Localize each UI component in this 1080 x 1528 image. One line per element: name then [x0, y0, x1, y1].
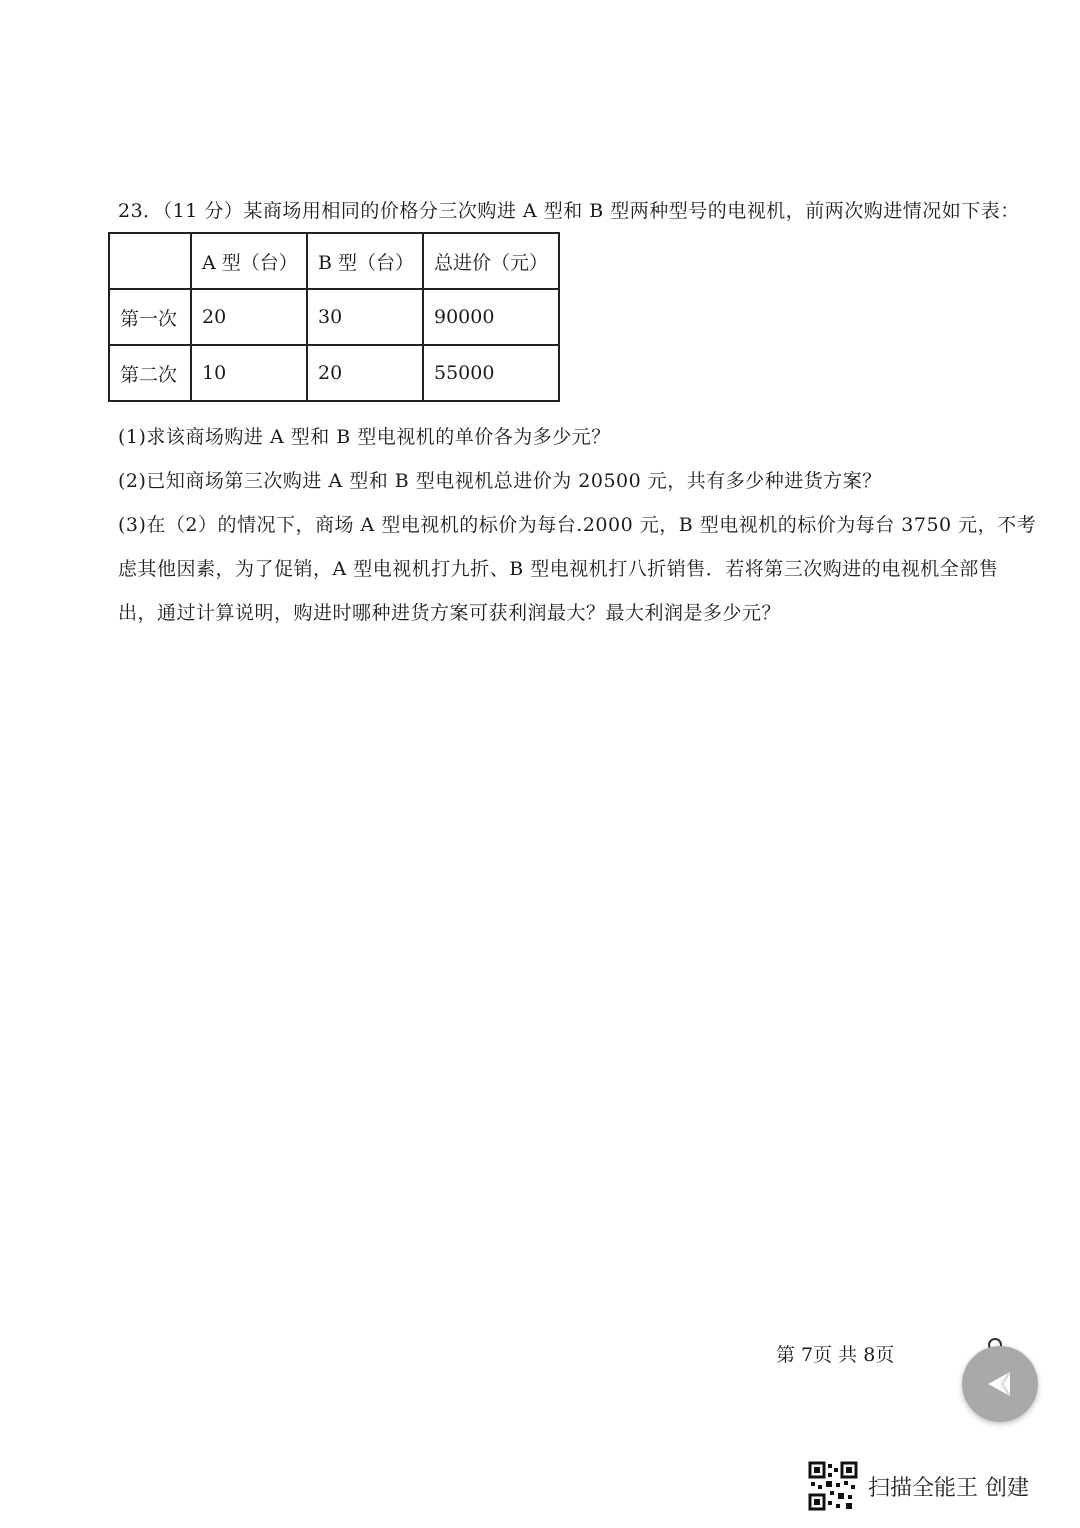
table-header-cell: 总进价（元）	[423, 233, 559, 289]
table-cell: 第二次	[109, 345, 191, 401]
table-cell: 20	[307, 345, 423, 401]
question-3-line-2: 虑其他因素，为了促销，A 型电视机打九折、B 型电视机打八折销售．若将第三次购进的电视机全部售	[118, 558, 999, 580]
page-number: 第 7页 共 8页	[776, 1344, 895, 1366]
table-row	[109, 289, 559, 345]
qr-code-icon	[808, 1461, 858, 1511]
table-cell: 55000	[423, 345, 559, 401]
watermark-text: 扫描全能王 创建	[868, 1475, 1029, 1501]
purchase-table	[108, 232, 560, 402]
table-header-cell: B 型（台）	[307, 233, 423, 289]
question-3-line-3: 出，通过计算说明，购进时哪种进货方案可获利润最大？最大利润是多少元？	[118, 602, 782, 624]
back-arrow-icon	[980, 1364, 1020, 1404]
question-2: (2)已知商场第三次购进 A 型和 B 型电视机总进价为 20500 元，共有多少种进货方案？	[118, 470, 882, 492]
table-row	[109, 345, 559, 401]
table-cell: 第一次	[109, 289, 191, 345]
table-cell: 20	[191, 289, 307, 345]
problem-header: 23．（11 分）某商场用相同的价格分三次购进 A 型和 B 型两种型号的电视机，前两次购进情况如下表：	[118, 200, 1020, 222]
table-cell: 10	[191, 345, 307, 401]
floating-back-button[interactable]	[962, 1346, 1038, 1422]
table-header-row	[109, 233, 559, 289]
question-1: (1)求该商场购进 A 型和 B 型电视机的单价各为多少元？	[118, 426, 611, 448]
table-header-cell: A 型（台）	[191, 233, 307, 289]
table-header-cell	[109, 233, 191, 289]
question-3-line-1: (3)在（2）的情况下，商场 A 型电视机的标价为每台.2000 元，B 型电视机的标价为每台 3750 元，不考	[118, 514, 1037, 536]
table-cell: 30	[307, 289, 423, 345]
scanner-watermark	[808, 1460, 1048, 1512]
table-cell: 90000	[423, 289, 559, 345]
